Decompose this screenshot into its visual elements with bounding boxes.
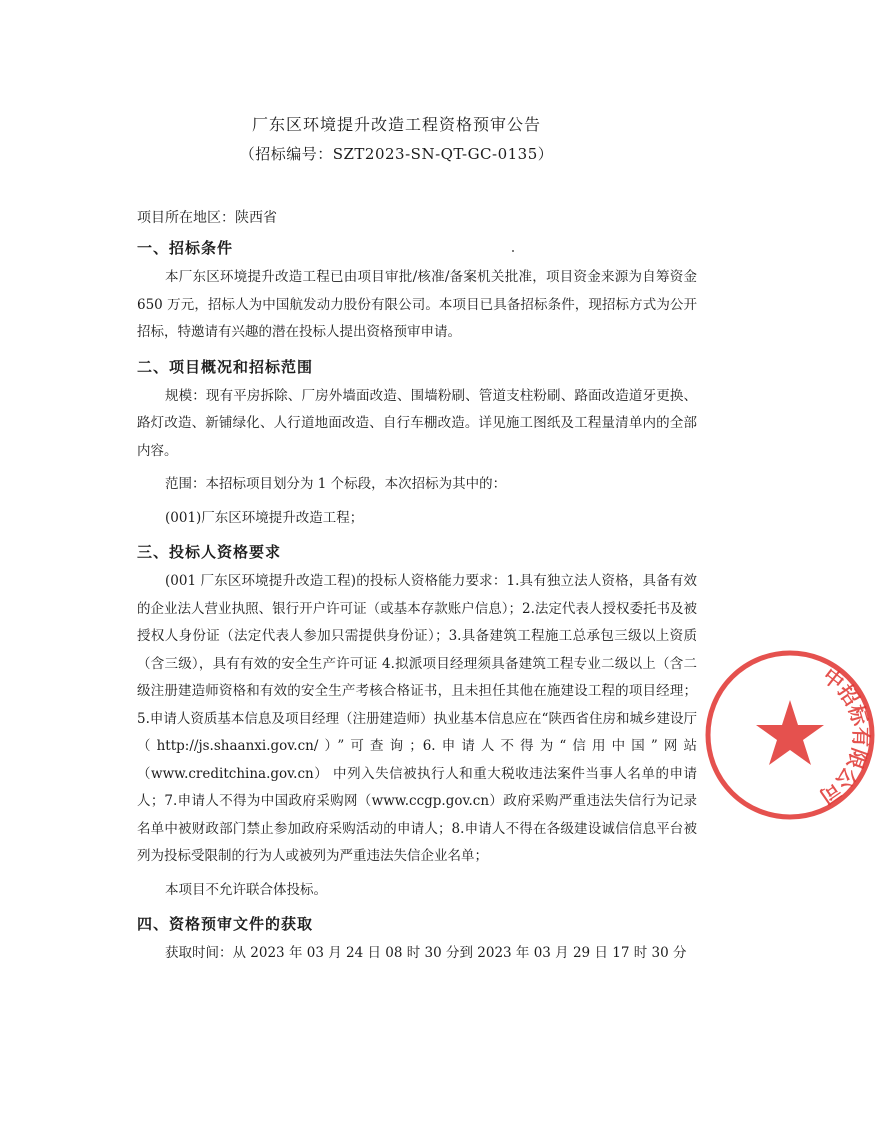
section-paragraph: 本项目不允许联合体投标。: [165, 881, 327, 898]
svg-text:中招标有限公司: [815, 663, 873, 809]
section-paragraph: 本厂东区环境提升改造工程已由项目审批/核准/备案机关批准，项目资金来源为自筹资金 650 万元，招标人为中国航发动力股份有限公司。本项目已具备招标条件，现招标方式为公开招标，特邀请有兴趣的潜在投标人提出资格预审申请。: [137, 269, 697, 340]
section-heading-document-acquisition: 四、资格预审文件的获取: [137, 915, 314, 933]
document-title: 厂东区环境提升改造工程资格预审公告: [251, 115, 541, 134]
document-body: [137, 208, 697, 968]
seal-star-icon: [756, 700, 824, 765]
section-paragraph: 规模：现有平房拆除、厂房外墙面改造、围墙粉刷、管道支柱粉刷、路面改造道牙更换、路灯改造、新铺绿化、人行道地面改造、自行车棚改造。详见施工图纸及工程量清单内的全部内容。: [137, 387, 697, 459]
section-paragraph: 范围：本招标项目划分为 1 个标段，本次招标为其中的：: [165, 476, 507, 492]
company-seal: [700, 645, 880, 825]
tender-number: （招标编号：SZT2023-SN-QT-GC-0135）: [239, 145, 554, 163]
project-region: 项目所在地区：陕西省: [137, 210, 277, 226]
seal-text: 中招标有限公司: [815, 663, 874, 809]
section-heading-bidder-qualifications: 三、投标人资格要求: [137, 543, 282, 561]
section-paragraph: (001 厂东区环境提升改造工程)的投标人资格能力要求：1.具有独立法人资格，具备有效的企业法人营业执照、银行开户许可证（或基本存款账户信息）；2.法定代表人授权委托书及被授权人身份证（法定代表人参加只需提供身份证）；3.具备建筑工程施工总承包三级以上资质（含三级），具有有效的安全生产许可证 4.拟派项目经理须具备建筑工程专业二级以上（含二级注册建造师资格和有效的安全生产考核合格证书，且未担任其他在施建设工程的项目经理；5.申请人资质基本信息及项目经理（注册建造师）执业基本信息应在“陕西省住房和城乡建设厅（http://js.shaanxi.gov.cn/）”可查询；6.申请人不得为“信用中国”网站（www.creditchina.gov.cn） 中列入失信被执行人和重大税收违法案件当事人名单的申请人；7.申请人不得为中国政府采购网（www.ccgp.gov.cn）政府采购严重违法失信行为记录名单中被财政部门禁止参加政府采购活动的申请人；8.申请人不得在各级建设诚信信息平台被列为投标受限制的行为人或被列为严重违法失信企业名单；: [137, 573, 697, 864]
section-paragraph: (001)厂东区环境提升改造工程；: [165, 509, 364, 526]
section-heading-project-overview: 二、项目概况和招标范围: [137, 357, 314, 376]
section-paragraph: 获取时间：从 2023 年 03 月 24 日 08 时 30 分到 2023 年 03 月 29 日 17 时 30 分: [165, 945, 687, 961]
section-heading-bidding-conditions: 一、招标条件: [137, 239, 234, 257]
